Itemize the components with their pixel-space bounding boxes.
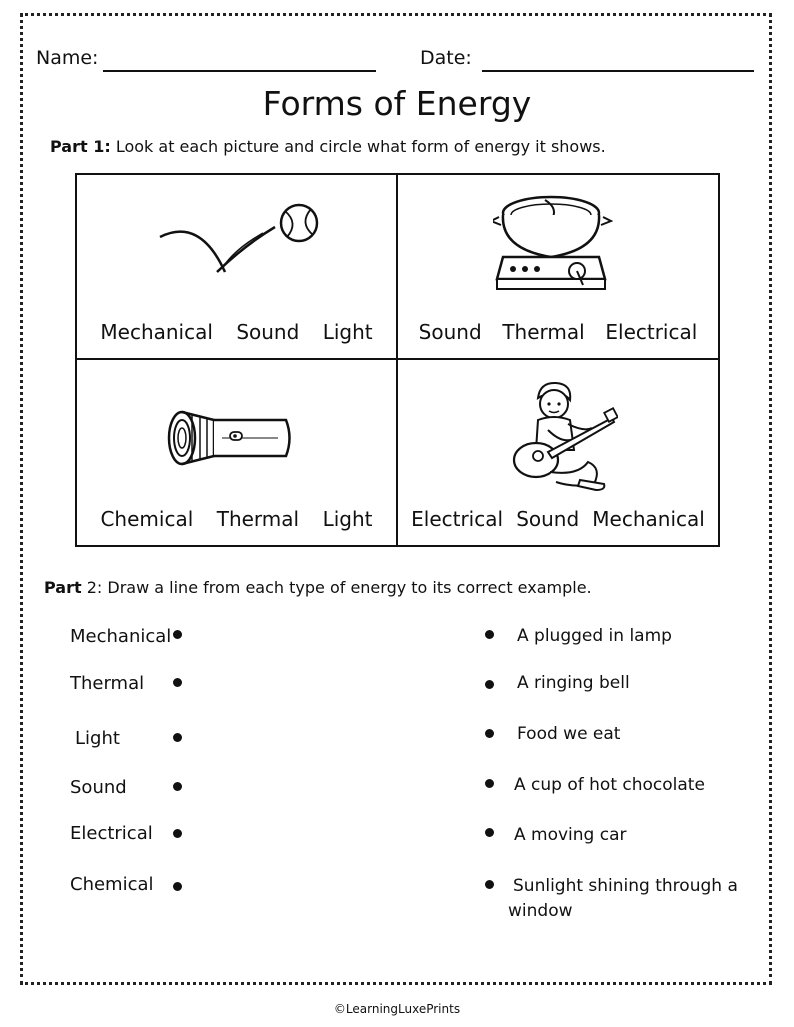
example-hot-chocolate: A cup of hot chocolate <box>514 775 705 795</box>
example-sunlight: Sunlight shining through a <box>513 876 738 896</box>
part2-label-number: 2: <box>81 578 103 597</box>
dot-right[interactable] <box>485 779 494 788</box>
option-light[interactable]: Light <box>322 320 373 344</box>
option-mechanical[interactable]: Mechanical <box>592 507 705 531</box>
picture-grid <box>75 173 720 547</box>
bouncing-ball-icon <box>155 197 325 282</box>
option-sound[interactable]: Sound <box>236 320 300 344</box>
dot-left[interactable] <box>173 630 182 639</box>
option-electrical[interactable]: Electrical <box>605 320 698 344</box>
cell-flashlight <box>77 360 398 545</box>
example-food-we-eat: Food we eat <box>517 724 621 744</box>
dot-left[interactable] <box>173 678 182 687</box>
example-sunlight-continued: window <box>508 901 573 921</box>
option-electrical[interactable]: Electrical <box>411 507 504 531</box>
name-label: Name: <box>36 47 99 69</box>
part2-instruction: Draw a line from each type of energy to its correct example. <box>107 578 592 597</box>
dot-right[interactable] <box>485 630 494 639</box>
flashlight-icon <box>162 408 297 468</box>
cell-boy-playing-guitar <box>398 360 718 545</box>
example-ringing-bell: A ringing bell <box>517 673 630 693</box>
dot-right[interactable] <box>485 729 494 738</box>
part2-label: Part <box>44 578 82 597</box>
option-mechanical[interactable]: Mechanical <box>100 320 213 344</box>
energy-type-light: Light <box>75 728 120 749</box>
example-plugged-in-lamp: A plugged in lamp <box>517 626 672 646</box>
part2-instruction-row <box>44 578 592 597</box>
option-thermal[interactable]: Thermal <box>216 507 300 531</box>
energy-type-thermal: Thermal <box>70 673 145 694</box>
pot-on-stove-icon <box>493 191 613 301</box>
date-line[interactable] <box>482 70 754 72</box>
dot-right[interactable] <box>485 828 494 837</box>
energy-type-sound: Sound <box>70 777 127 798</box>
options-row <box>77 507 396 531</box>
energy-type-electrical: Electrical <box>70 823 153 844</box>
option-sound[interactable]: Sound <box>516 507 580 531</box>
energy-type-chemical: Chemical <box>70 874 154 895</box>
part1-instruction: Look at each picture and circle what form of energy it shows. <box>115 137 606 156</box>
cell-pot-on-stove <box>398 175 718 360</box>
example-moving-car: A moving car <box>514 825 627 845</box>
options-row <box>77 320 396 344</box>
part1-label: Part 1: <box>50 137 111 156</box>
dot-left[interactable] <box>173 882 182 891</box>
energy-type-mechanical: Mechanical <box>70 626 172 647</box>
page-title: Forms of Energy <box>262 84 532 123</box>
options-row <box>398 507 718 531</box>
name-line[interactable] <box>103 70 376 72</box>
date-label: Date: <box>420 47 472 69</box>
option-chemical[interactable]: Chemical <box>100 507 194 531</box>
dot-left[interactable] <box>173 829 182 838</box>
dot-right[interactable] <box>485 680 494 689</box>
cell-bouncing-ball <box>77 175 398 360</box>
boy-playing-guitar-icon <box>508 380 618 495</box>
option-sound[interactable]: Sound <box>418 320 482 344</box>
copyright-footer: ©LearningLuxePrints <box>333 1002 461 1016</box>
option-light[interactable]: Light <box>322 507 373 531</box>
dot-left[interactable] <box>173 782 182 791</box>
dot-right[interactable] <box>485 880 494 889</box>
options-row <box>398 320 718 344</box>
dot-left[interactable] <box>173 733 182 742</box>
part1-instruction-row <box>50 137 606 156</box>
option-thermal[interactable]: Thermal <box>502 320 585 344</box>
